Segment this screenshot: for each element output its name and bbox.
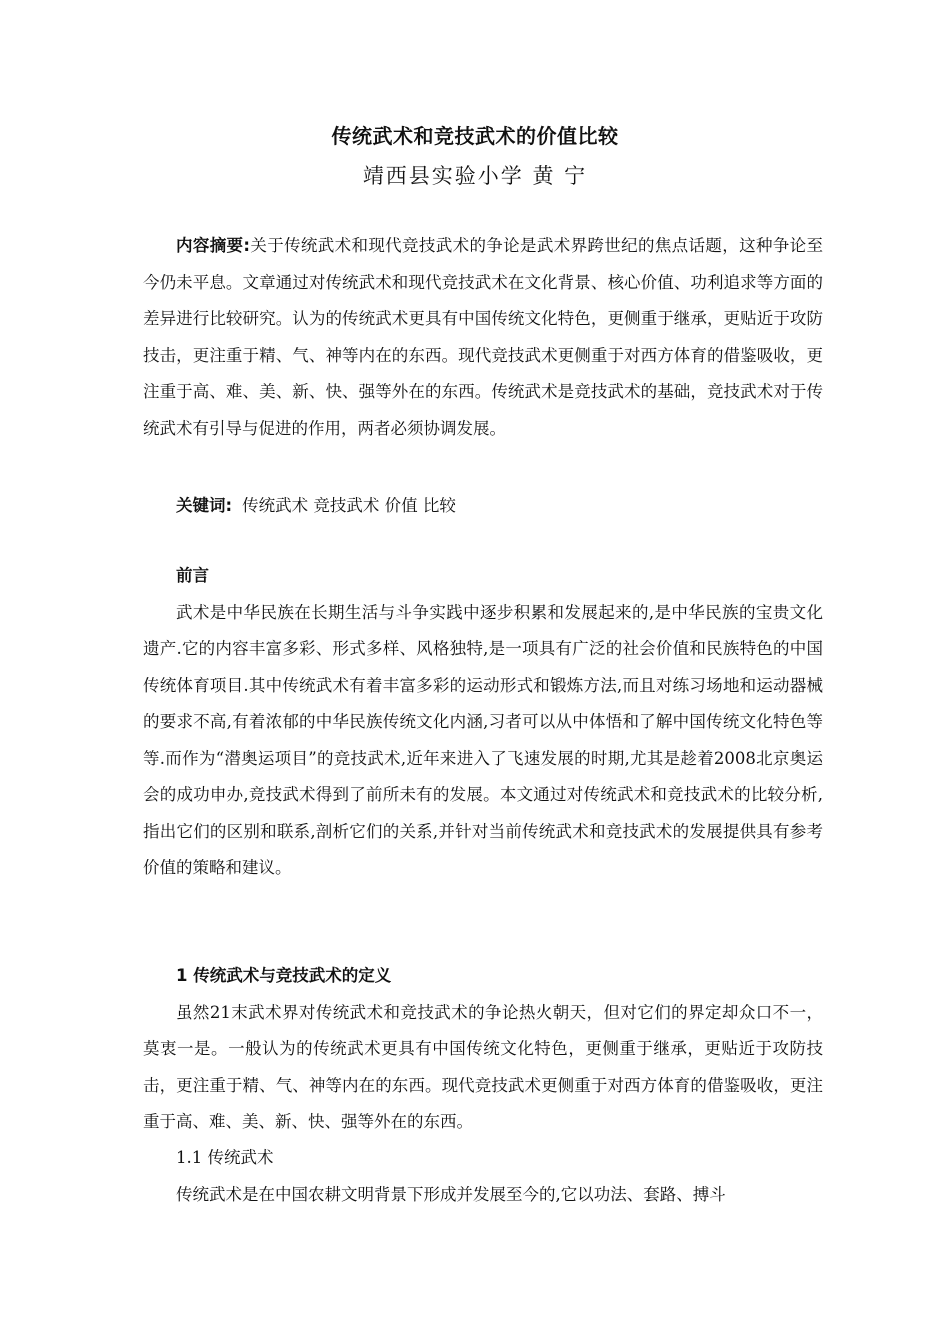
keywords-text: 传统武术 竞技武术 价值 比较 xyxy=(242,496,456,515)
abstract-paragraph xyxy=(143,228,823,447)
section-1-text: 虽然21末武术界对传统武术和竞技武术的争论热火朝天，但对它们的界定却众口不一，莫衷一是。一般认为的传统武术更具有中国传统文化特色，更侧重于继承，更贴近于攻防技击，更注重于精、气、神等内在的东西。现代竞技武术更侧重于对西方体育的借鉴吸收，更注重于高、难、美、新、快、强等外在的东西。 xyxy=(143,1002,823,1131)
abstract-label: 内容摘要: xyxy=(176,236,251,255)
preface-section xyxy=(143,558,823,887)
keywords-label: 关键词: xyxy=(176,496,233,515)
section-1-1-heading: 1.1 传统武术 xyxy=(176,1148,274,1167)
section-1-1 xyxy=(143,1140,823,1213)
preface-heading: 前言 xyxy=(176,566,209,585)
section-1-1-text: 传统武术是在中国农耕文明背景下形成并发展至今的,它以功法、套路、搏斗 xyxy=(176,1184,726,1204)
keywords-line xyxy=(143,488,823,525)
document-title: 传统武术和竞技武术的价值比较 xyxy=(331,124,619,148)
section-1-heading: 1 传统武术与竞技武术的定义 xyxy=(176,966,392,985)
preface-text: 武术是中华民族在长期生活与斗争实践中逐步积累和发展起来的,是中华民族的宝贵文化遗产.它的内容丰富多彩、形式多样、风格独特,是一项具有广泛的社会价值和民族特色的中国传统体育项目.其中传统武术有着丰富多彩的运动形式和锻炼方法,而且对练习场地和运动器械的要求不高,有着浓郁的中华民族传统文化内涵,习者可以从中体悟和了解中国传统文化特色等等.而作为“潜奥运项目”的竞技武术,近年来进入了飞速发展的时期,尤其是趁着2008北京奥运会的成功申办,竞技武术得到了前所未有的发展。本文通过对传统武术和竞技武术的比较分析,指出它们的区别和联系,剖析它们的关系,并针对当前传统武术和竞技武术的发展提供具有参考价值的策略和建议。 xyxy=(143,602,823,877)
author-line: 靖西县实验小学 黄 宁 xyxy=(362,164,588,188)
section-1 xyxy=(143,958,823,1141)
abstract-text: 关于传统武术和现代竞技武术的争论是武术界跨世纪的焦点话题，这种争论至今仍未平息。文章通过对传统武术和现代竞技武术在文化背景、核心价值、功利追求等方面的差异进行比较研究。认为的传统武术更具有中国传统文化特色，更侧重于继承，更贴近于攻防技击，更注重于精、气、神等内在的东西。现代竞技武术更侧重于对西方体育的借鉴吸收，更注重于高、难、美、新、快、强等外在的东西。传统武术是竞技武术的基础，竞技武术对于传统武术有引导与促进的作用，两者必须协调发展。 xyxy=(143,236,823,438)
